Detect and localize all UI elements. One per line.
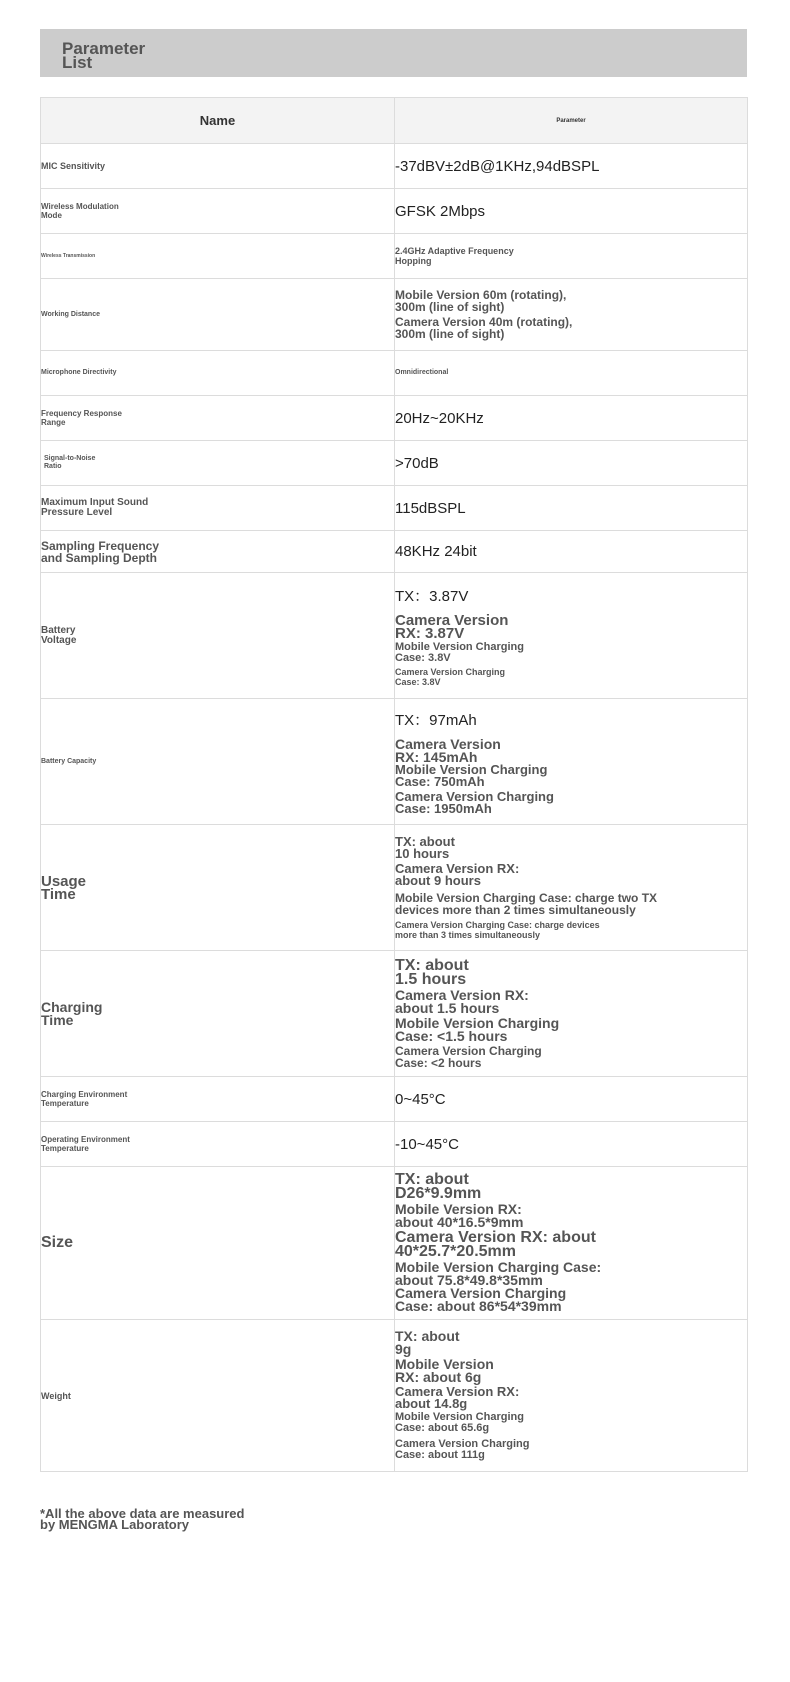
table-row	[41, 396, 748, 441]
value-line: Mobile Version Charging Case: about 65.6g	[395, 1411, 524, 1434]
footnote: *All the above data are measured by MENGMA Laboratory	[40, 1506, 245, 1532]
value-line: Camera Version RX: about 9 hours	[395, 860, 520, 888]
row-name: Sampling Frequency and Sampling Depth	[41, 531, 395, 573]
value-line: Mobile Version RX: about 6g	[395, 1356, 494, 1385]
row-value: 20Hz~20KHz	[395, 396, 748, 441]
value-line: Camera Version RX: 145mAh	[395, 735, 501, 765]
value-line: Mobile Version Charging Case: 750mAh	[395, 761, 548, 789]
value-line: TX: about D26*9.9mm	[395, 1171, 482, 1202]
row-name: Working Distance	[41, 279, 395, 351]
column-header-parameter: Parameter	[395, 98, 748, 144]
value-line: Mobile Version Charging Case: charge two TX devices more than 2 times simultaneously	[395, 890, 658, 917]
row-name: MIC Sensitivity	[41, 144, 395, 189]
row-name: Battery Capacity	[41, 699, 395, 825]
row-value: 0~45°C	[395, 1077, 748, 1122]
value-line: Camera Version Charging Case: about 86*54*39mm	[395, 1285, 567, 1314]
value-line: Camera Version Charging Case: <2 hours	[395, 1043, 542, 1070]
row-name: Weight	[41, 1320, 395, 1472]
row-value: 48KHz 24bit	[395, 531, 748, 573]
row-name: Battery Voltage	[41, 573, 395, 699]
value-line: Mobile Version 60m (rotating), 300m (line of sight)	[395, 288, 567, 314]
table-row	[41, 1167, 748, 1320]
row-value: -10~45°C	[395, 1122, 748, 1167]
table-row	[41, 234, 748, 279]
table-row	[41, 1320, 748, 1472]
row-name: Charging Environment Temperature	[41, 1077, 395, 1122]
row-value: GFSK 2Mbps	[395, 189, 748, 234]
table-row	[41, 699, 748, 825]
row-value: -37dBV±2dB@1KHz,94dBSPL	[395, 144, 748, 189]
table-row	[41, 531, 748, 573]
title-banner	[40, 29, 747, 77]
value-line: Mobile Version Charging Case: 3.8V	[395, 640, 524, 664]
row-name: Size	[41, 1167, 395, 1320]
value-line: Camera Version Charging Case: 3.8V	[395, 666, 506, 687]
table-row	[41, 144, 748, 189]
value-line: TX: about 10 hours	[395, 833, 455, 861]
table-header-row	[41, 98, 748, 144]
page-title: Parameter List	[62, 39, 146, 72]
table-row	[41, 1122, 748, 1167]
value-line: Camera Version Charging Case: charge devices more than 3 times simultaneously	[395, 919, 600, 940]
value-line: Camera Version RX: 3.87V	[395, 611, 509, 642]
row-name: Maximum Input Sound Pressure Level	[41, 486, 395, 531]
row-name: Wireless Transmission	[41, 234, 395, 279]
value-line: Camera Version RX: about 40*25.7*20.5mm	[395, 1229, 596, 1260]
table-row	[41, 1077, 748, 1122]
value-line: Camera Version Charging Case: about 111g	[395, 1438, 530, 1461]
row-value: 115dBSPL	[395, 486, 748, 531]
table-row	[41, 573, 748, 699]
value-line: Camera Version RX: about 1.5 hours	[395, 986, 529, 1016]
value-line: TX: about 1.5 hours	[395, 956, 469, 988]
row-value: 2.4GHz Adaptive Frequency Hopping	[395, 246, 514, 266]
table-row	[41, 825, 748, 951]
row-name: Signal-to-Noise Ratio	[41, 441, 395, 486]
row-name: Usage Time	[41, 825, 395, 951]
row-name: Operating Environment Temperature	[41, 1122, 395, 1167]
table-row	[41, 951, 748, 1077]
value-line: Camera Version 40m (rotating), 300m (line of sight)	[395, 315, 573, 341]
table-row	[41, 189, 748, 234]
row-name: Charging Time	[41, 951, 395, 1077]
row-value: Omnidirectional	[395, 369, 449, 376]
table-row	[41, 351, 748, 396]
value-line: Camera Version Charging Case: 1950mAh	[395, 788, 554, 816]
parameter-table	[40, 97, 748, 1472]
value-line: Mobile Version Charging Case: <1.5 hours	[395, 1014, 560, 1044]
row-value: >70dB	[395, 441, 748, 486]
column-header-name: Name	[41, 98, 395, 144]
value-line: Mobile Version RX: about 40*16.5*9mm	[395, 1201, 524, 1230]
row-name: Microphone Directivity	[41, 351, 395, 396]
value-line: Camera Version RX: about 14.8g	[395, 1384, 520, 1411]
table-row	[41, 486, 748, 531]
value-line: TX：3.87V	[395, 587, 469, 605]
value-line: Mobile Version Charging Case: about 75.8*49.8*35mm	[395, 1259, 602, 1288]
row-name: Frequency Response Range	[41, 396, 395, 441]
table-row	[41, 441, 748, 486]
value-line: TX：97mAh	[395, 711, 477, 729]
value-line: TX: about 9g	[395, 1328, 460, 1357]
row-name: Wireless Modulation Mode	[41, 189, 395, 234]
table-row	[41, 279, 748, 351]
